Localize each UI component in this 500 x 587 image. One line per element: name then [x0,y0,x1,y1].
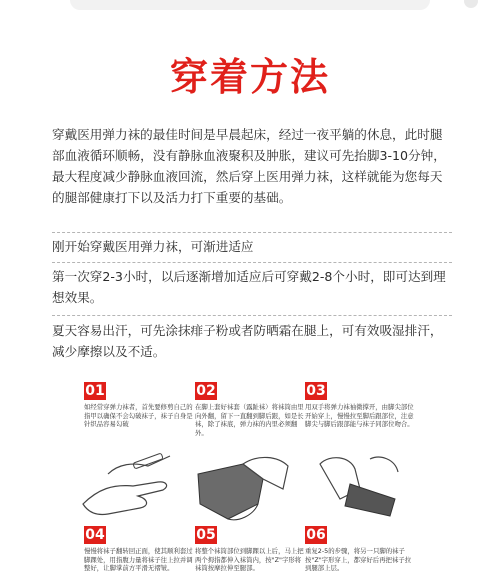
step-02 [195,380,305,437]
step-number: 03 [306,383,326,399]
hands-pulling-sock-icon [300,444,410,524]
divider-3 [52,315,452,316]
step-01 [84,380,194,429]
step-number: 06 [306,527,326,543]
step-06 [305,524,415,573]
intro-paragraph: 穿戴医用弹力袜的最佳时间是早晨起床，经过一夜平躺的休息，此时腿部血液循环顺畅，没有静脉血液聚积及肿胀，建议可先抬脚3-10分钟，最大程度减少静脉血液回流，然后穿上医用弹力袜，这样就能为您每天的腿部健康打下以及活力打下重要的基础。 [52,127,446,205]
step-text: 如经常穿弹力袜者，首先要修剪自己的指甲以确保不会勾破袜子，袜子自身是针织品容易勾破 [84,403,193,429]
tip-1: 刚开始穿戴医用弹力袜，可渐进适应 [52,239,254,254]
step-text: 慢慢将袜子翻转回正面，使其顺利套过脚踝处，用指腹力量将袜子往上拉并调整好，让脚掌前方平滑无褶皱。 [84,547,193,573]
step-number: 04 [85,527,105,543]
step-number: 01 [85,383,105,399]
hand-clipping-nails-icon [78,444,178,524]
steps-panel [0,374,500,587]
tip-2: 第一次穿2-3小时，以后逐渐增加适应后可穿戴2-8个小时，即可达到理想效果。 [52,269,446,305]
tip-3: 夏天容易出汗，可先涂抹痱子粉或者防晒霜在腿上，可有效吸湿排汗，减少摩擦以及不适。 [52,323,443,359]
step-text: 用双手将弹力袜袖微撑开，由脚尖部位开始穿上，慢慢拉至脚后跟部位，注意脚尖与脚后跟部能与袜子同部位吻合。 [305,403,414,429]
step-04 [84,524,194,573]
step-number: 05 [196,527,216,543]
divider-2 [52,262,452,263]
top-search-pill [70,0,430,10]
step-text: 将整个袜筒部位到脚踝以上后，马上把两个拇指都伸入袜筒内，按"Z"字形将袜筒按摩拉伸至腿部。 [195,547,304,573]
step-text: 重复2-5的步骤，将另一只脚的袜子按"Z"字形穿上，都穿好后再把袜子拉到腿部上层。 [305,547,412,573]
step-text: 在脚上套好袜套（露趾袜）将袜筒由里向外翻，留下一直翻到脚后跟，如是长袜，除了袜底，弹力袜的内里必须翻外。 [195,403,304,437]
top-dot-icon [464,0,478,8]
foot-turning-sock-icon [188,444,298,524]
step-number: 02 [196,383,216,399]
divider-1 [52,232,452,233]
page-title: 穿着方法 [169,55,330,99]
step-05 [195,524,305,573]
top-bar [0,0,500,14]
step-03 [305,380,415,429]
